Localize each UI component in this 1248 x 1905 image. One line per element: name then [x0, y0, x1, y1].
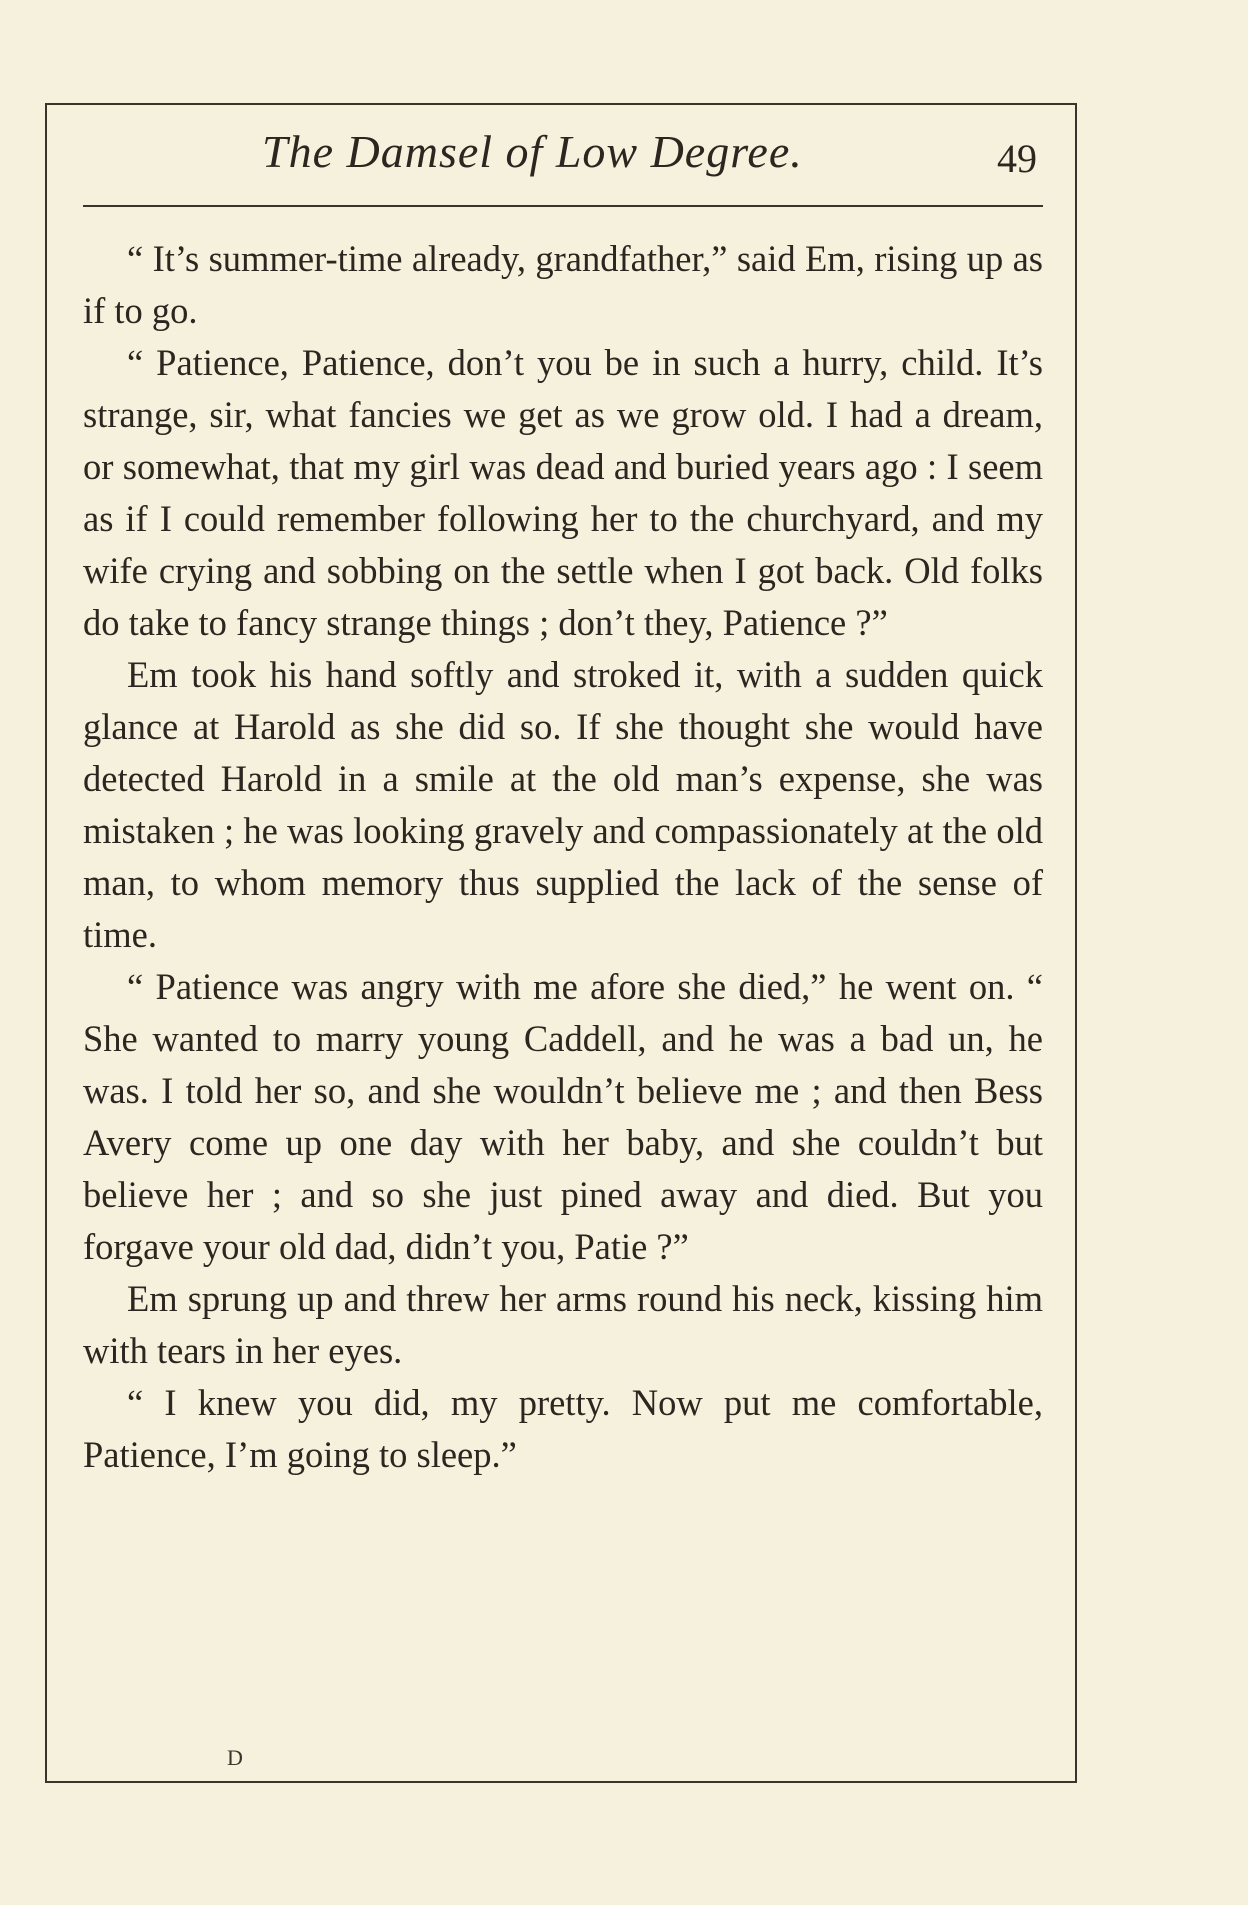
paragraph: “ I knew you did, my pretty. Now put me comfortable, Patience, I’m going to sleep.”: [83, 1382, 1043, 1475]
page-frame: [45, 103, 1077, 1783]
body-text: [83, 233, 1043, 1481]
signature-mark: D: [227, 1745, 244, 1770]
running-title: The Damsel of Low Degree.: [262, 126, 803, 177]
paragraph: Em sprung up and threw her arms round his neck, kissing him with tears in her eyes.: [83, 1278, 1043, 1371]
running-head: [47, 125, 1075, 185]
paragraph: “ It’s summer-time already, grandfather,” said Em, rising up as if to go.: [83, 238, 1043, 331]
paragraph: “ Patience, Patience, don’t you be in such a hurry, child. It’s strange, sir, what fancies we get as we grow old. I had a dream, or somewhat, that my girl was dead and buried years ago : I seem as if I could remember following her to the churchyard, and my wife crying and sobbing on the settle when I got back. Old folks do take to fancy strange things ; don’t they, Patience ?”: [83, 342, 1043, 643]
paragraph: “ Patience was angry with me afore she died,” he went on. “ She wanted to marry young Caddell, and he was a bad un, he was. I told her so, and she wouldn’t believe me ; and then Bess Avery come up one day with her baby, and she couldn’t but believe her ; and so she just pined away and died. But you forgave your old dad, didn’t you, Patie ?”: [83, 966, 1043, 1267]
paragraph: Em took his hand softly and stroked it, with a sudden quick glance at Harold as she did so. If she thought she would have detected Harold in a smile at the old man’s expense, she was mistaken ; he was looking gravely and compassionately at the old man, to whom memory thus supplied the lack of the sense of time.: [83, 654, 1043, 955]
page-number: 49: [997, 136, 1037, 181]
header-rule: [83, 205, 1043, 207]
